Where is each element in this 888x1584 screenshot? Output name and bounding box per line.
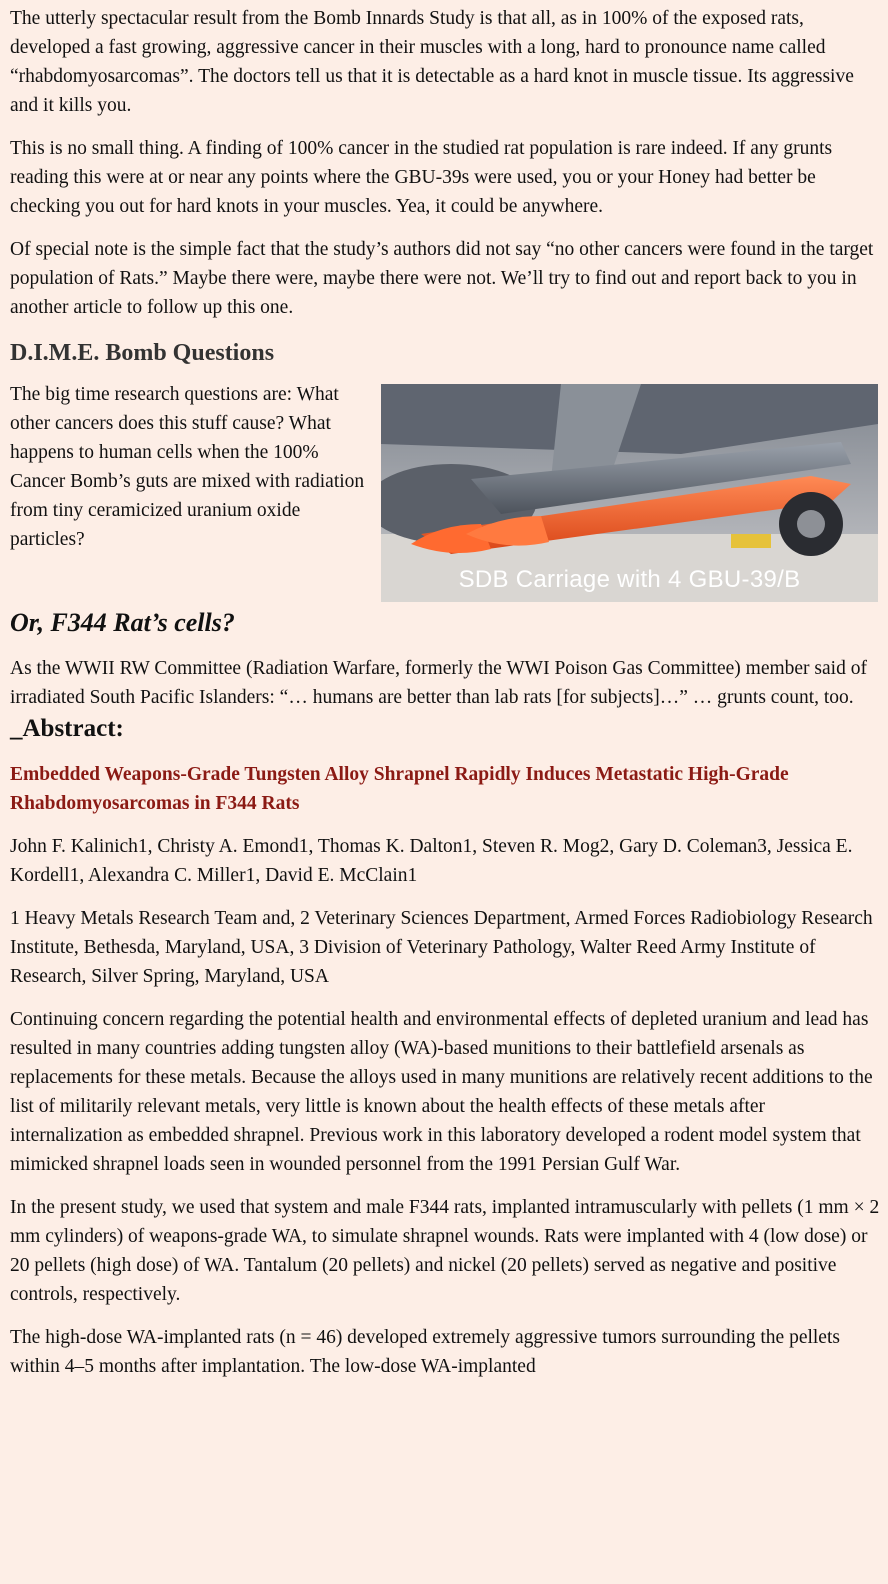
intro-paragraph-3: Of special note is the simple fact that the study’s authors did not say “no other cancers were found in the target population of Rats.” Maybe there were, maybe there were not. We’ll try to find out and report back to you in another article to follow up this one. [10,239,874,318]
figure-caption: SDB Carriage with 4 GBU-39/B [458,566,801,593]
figure-row [10,380,880,606]
abstract-paragraph-1: Continuing concern regarding the potential health and environmental effects of depleted uranium and lead has resulted in many countries adding tungsten alloy (WA)-based munitions to their battlefield arsenals as replacements for these metals. Because the alloys used in many munitions are relatively recent additions to the list of militarily relevant metals, very little is known about the health effects of these metals after internalization as embedded shrapnel. Previous work in this laboratory developed a rodent model system that mimicked shrapnel loads seen in wounded personnel from the 1991 Persian Gulf War. [10,1009,873,1175]
abstract-paragraph-3: The high-dose WA-implanted rats (n = 46) developed extremely aggressive tumors surrounding the pellets within 4–5 months after implantation. The low-dose WA-implanted [10,1327,840,1377]
paper-title: Embedded Weapons-Grade Tungsten Alloy Shrapnel Rapidly Induces Metastatic High-Grade Rhabdomyosarcomas in F344 Rats [10,764,789,814]
abstract-heading: _Abstract: [10,715,124,742]
italic-heading: Or, F344 Rat’s cells? [10,608,235,637]
intro-paragraph-2: This is no small thing. A finding of 100% cancer in the studied rat population is rare indeed. If any grunts reading this were at or near any points where the GBU-39s were used, you or your Honey had better be checking you out for hard knots in your muscles. Yea, it could be anywhere. [10,138,833,217]
authors-paragraph: John F. Kalinich1, Christy A. Emond1, Thomas K. Dalton1, Steven R. Mog2, Gary D. Coleman3, Jessica E. Kordell1, Alexandra C. Miller1, David E. McClain1 [10,836,853,886]
intro-paragraph-1: The utterly spectacular result from the Bomb Innards Study is that all, as in 100% of the exposed rats, developed a fast growing, aggressive cancer in their muscles with a long, hard to pronounce name called “rhabdomyosarcomas”. The doctors tell us that it is detectable as a hard knot in muscle tissue. Its aggressive and it kills you. [10,8,854,116]
quote-paragraph: As the WWII RW Committee (Radiation Warfare, formerly the WWI Poison Gas Committee) member said of irradiated South Pacific Islanders: “… humans are better than lab rats [for subjects]…” … grunts count, too. [10,658,867,708]
bomb-carriage-photo [381,384,878,602]
abstract-paragraph-2: In the present study, we used that system and male F344 rats, implanted intramuscularly with pellets (1 mm × 2 mm cylinders) of weapons-grade WA, to simulate shrapnel wounds. Rats were implanted with 4 (low dose) or 20 pellets (high dose) of WA. Tantalum (20 pellets) and nickel (20 pellets) served as negative and positive controls, respectively. [10,1197,880,1305]
research-questions-paragraph: The big time research questions are: What other cancers does this stuff cause? What happens to human cells when the 100% Cancer Bomb’s guts are mixed with radiation from tiny ceramicized uranium oxide particles? [10,384,365,550]
affiliations-paragraph: 1 Heavy Metals Research Team and, 2 Veterinary Sciences Department, Armed Forces Radiobiology Research Institute, Bethesda, Maryland, USA, 3 Division of Veterinary Pathology, Walter Reed Army Institute of Research, Silver Spring, Maryland, USA [10,908,873,987]
section-heading: D.I.M.E. Bomb Questions [10,340,275,366]
